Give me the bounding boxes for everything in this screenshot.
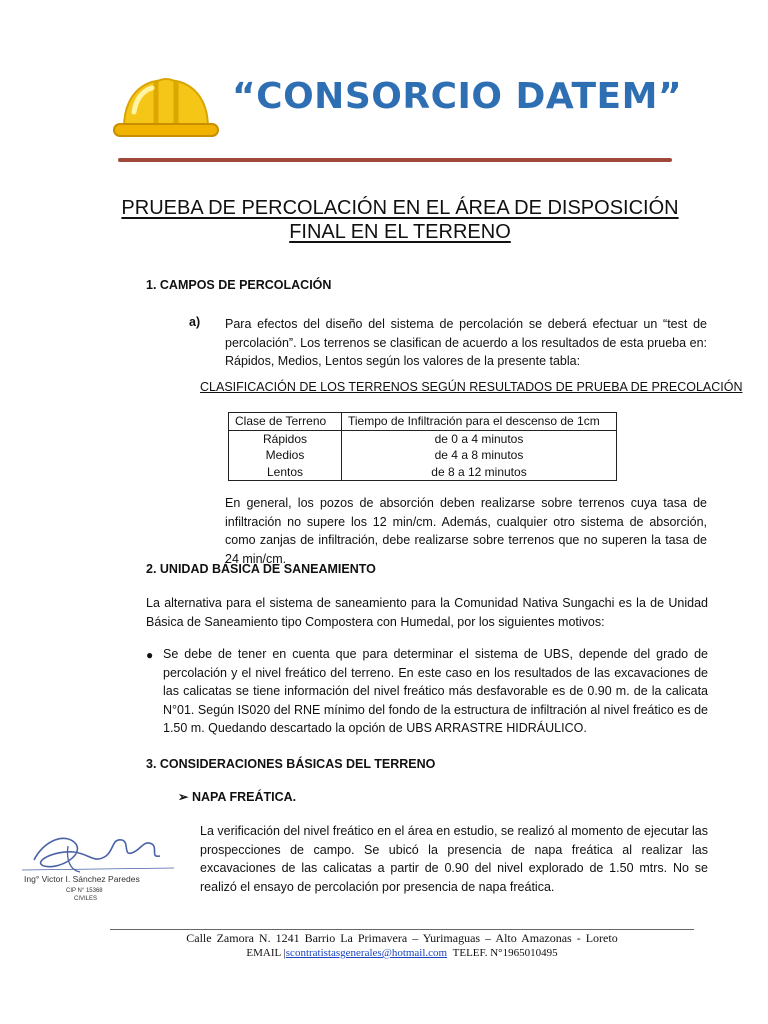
footer-divider (110, 929, 694, 930)
item-a-label: a) (189, 315, 201, 329)
table-cell: Rápidos (229, 430, 342, 447)
section-1-heading: 1. CAMPOS DE PERCOLACIÓN (146, 278, 332, 292)
company-name: “CONSORCIO DATEM” (232, 76, 683, 117)
page-title (100, 196, 700, 244)
table-cell: de 8 a 12 minutos (342, 464, 617, 481)
section-2-heading: 2. UNIDAD BÁSICA DE SANEAMIENTO (146, 562, 376, 576)
table-cell: Medios (229, 447, 342, 464)
table-row (229, 430, 617, 447)
table-row (229, 447, 617, 464)
hard-hat-logo-icon (110, 62, 222, 150)
section-3-heading: 3. CONSIDERACIONES BÁSICAS DEL TERRENO (146, 757, 436, 771)
item-a-text: Para efectos del diseño del sistema de percolación se deberá efectuar un “test de percolación”. Los terrenos se clasifican de acuerdo a los resultados de esta prueba en: Rápidos, Medios, Lentos según los valores de la presente tabla: (225, 317, 707, 368)
table-header: Clase de Terreno (229, 413, 342, 431)
infiltration-note: En general, los pozos de absorción deben realizarse sobre terrenos cuya tasa de infiltración no supere los 12 min/cm. Además, cualquier otro sistema de absorción, como zanjas de infiltración, debe realizarse sobre terrenos que no superen la tasa de 24 min/cm. (225, 496, 707, 566)
section-2-bullet-text: Se debe de tener en cuenta que para determinar el sistema de UBS, depende del grado de percolación y el nivel freático del terreno. En este caso en los resultados de las excavaciones de las calicatas se tiene información del nivel freático más desfavorable es de 0.90 m. de la calicata N°01. Según IS020 del RNE mínimo del fondo de la estructura de infiltración al nivel freático es de 1.50 m. Quedando descartado la opción de UBS ARRASTRE HIDRÁULICO. (163, 647, 708, 735)
footer-address: Calle Zamora N. 1241 Barrio La Primavera – Yurimaguas – Alto Amazonas - Loreto (186, 931, 618, 945)
napa-freatica-text: La verificación del nivel freático en el área en estudio, se realizó al momento de ejecutar las prospecciones de campo. Se ubicó la presencia de napa freática al realizar las excavaciones de las calicatas a partir de 0.90 del nivel explorado de 1.50 mtrs. No se realizó el ensayo de percolación por presencia de napa freática. (200, 824, 708, 894)
table-header: Tiempo de Infiltración para el descenso de 1cm (342, 413, 617, 431)
napa-freatica-heading: ➢ NAPA FREÁTICA. (178, 790, 297, 804)
section-2-intro: La alternativa para el sistema de saneamiento para la Comunidad Nativa Sungachi es la de Unidad Básica de Saneamiento tipo Compostera con Humedal, por los siguientes motivos: (146, 596, 708, 629)
table-row (229, 464, 617, 481)
percolation-table (228, 412, 617, 481)
signature-name: Ing° Victor I. Sánchez Paredes (24, 874, 140, 884)
footer-contact (110, 947, 694, 959)
title-line-2: FINAL EN EL TERRENO (289, 221, 511, 243)
bullet-icon: ● (146, 648, 154, 662)
signature-cip: CIP N° 15368 (66, 888, 103, 894)
table-cell: Lentos (229, 464, 342, 481)
footer-phone: TELEF. N°1965010495 (452, 947, 558, 959)
table-cell: de 4 a 8 minutos (342, 447, 617, 464)
engineer-signature-stamp (14, 826, 184, 904)
table-cell: de 0 a 4 minutos (342, 430, 617, 447)
signature-field: CIVILES (74, 896, 98, 902)
table-caption: CLASIFICACIÓN DE LOS TERRENOS SEGÚN RESULTADOS DE PRUEBA DE PRECOLACIÓN (200, 380, 743, 394)
table-header-row (229, 413, 617, 431)
footer-email-label: EMAIL | (246, 947, 286, 959)
footer-email-link[interactable]: scontratistasgenerales@hotmail.com (285, 947, 448, 959)
title-line-1: PRUEBA DE PERCOLACIÓN EN EL ÁREA DE DISPOSICIÓN (121, 197, 679, 219)
header-divider (118, 158, 672, 162)
